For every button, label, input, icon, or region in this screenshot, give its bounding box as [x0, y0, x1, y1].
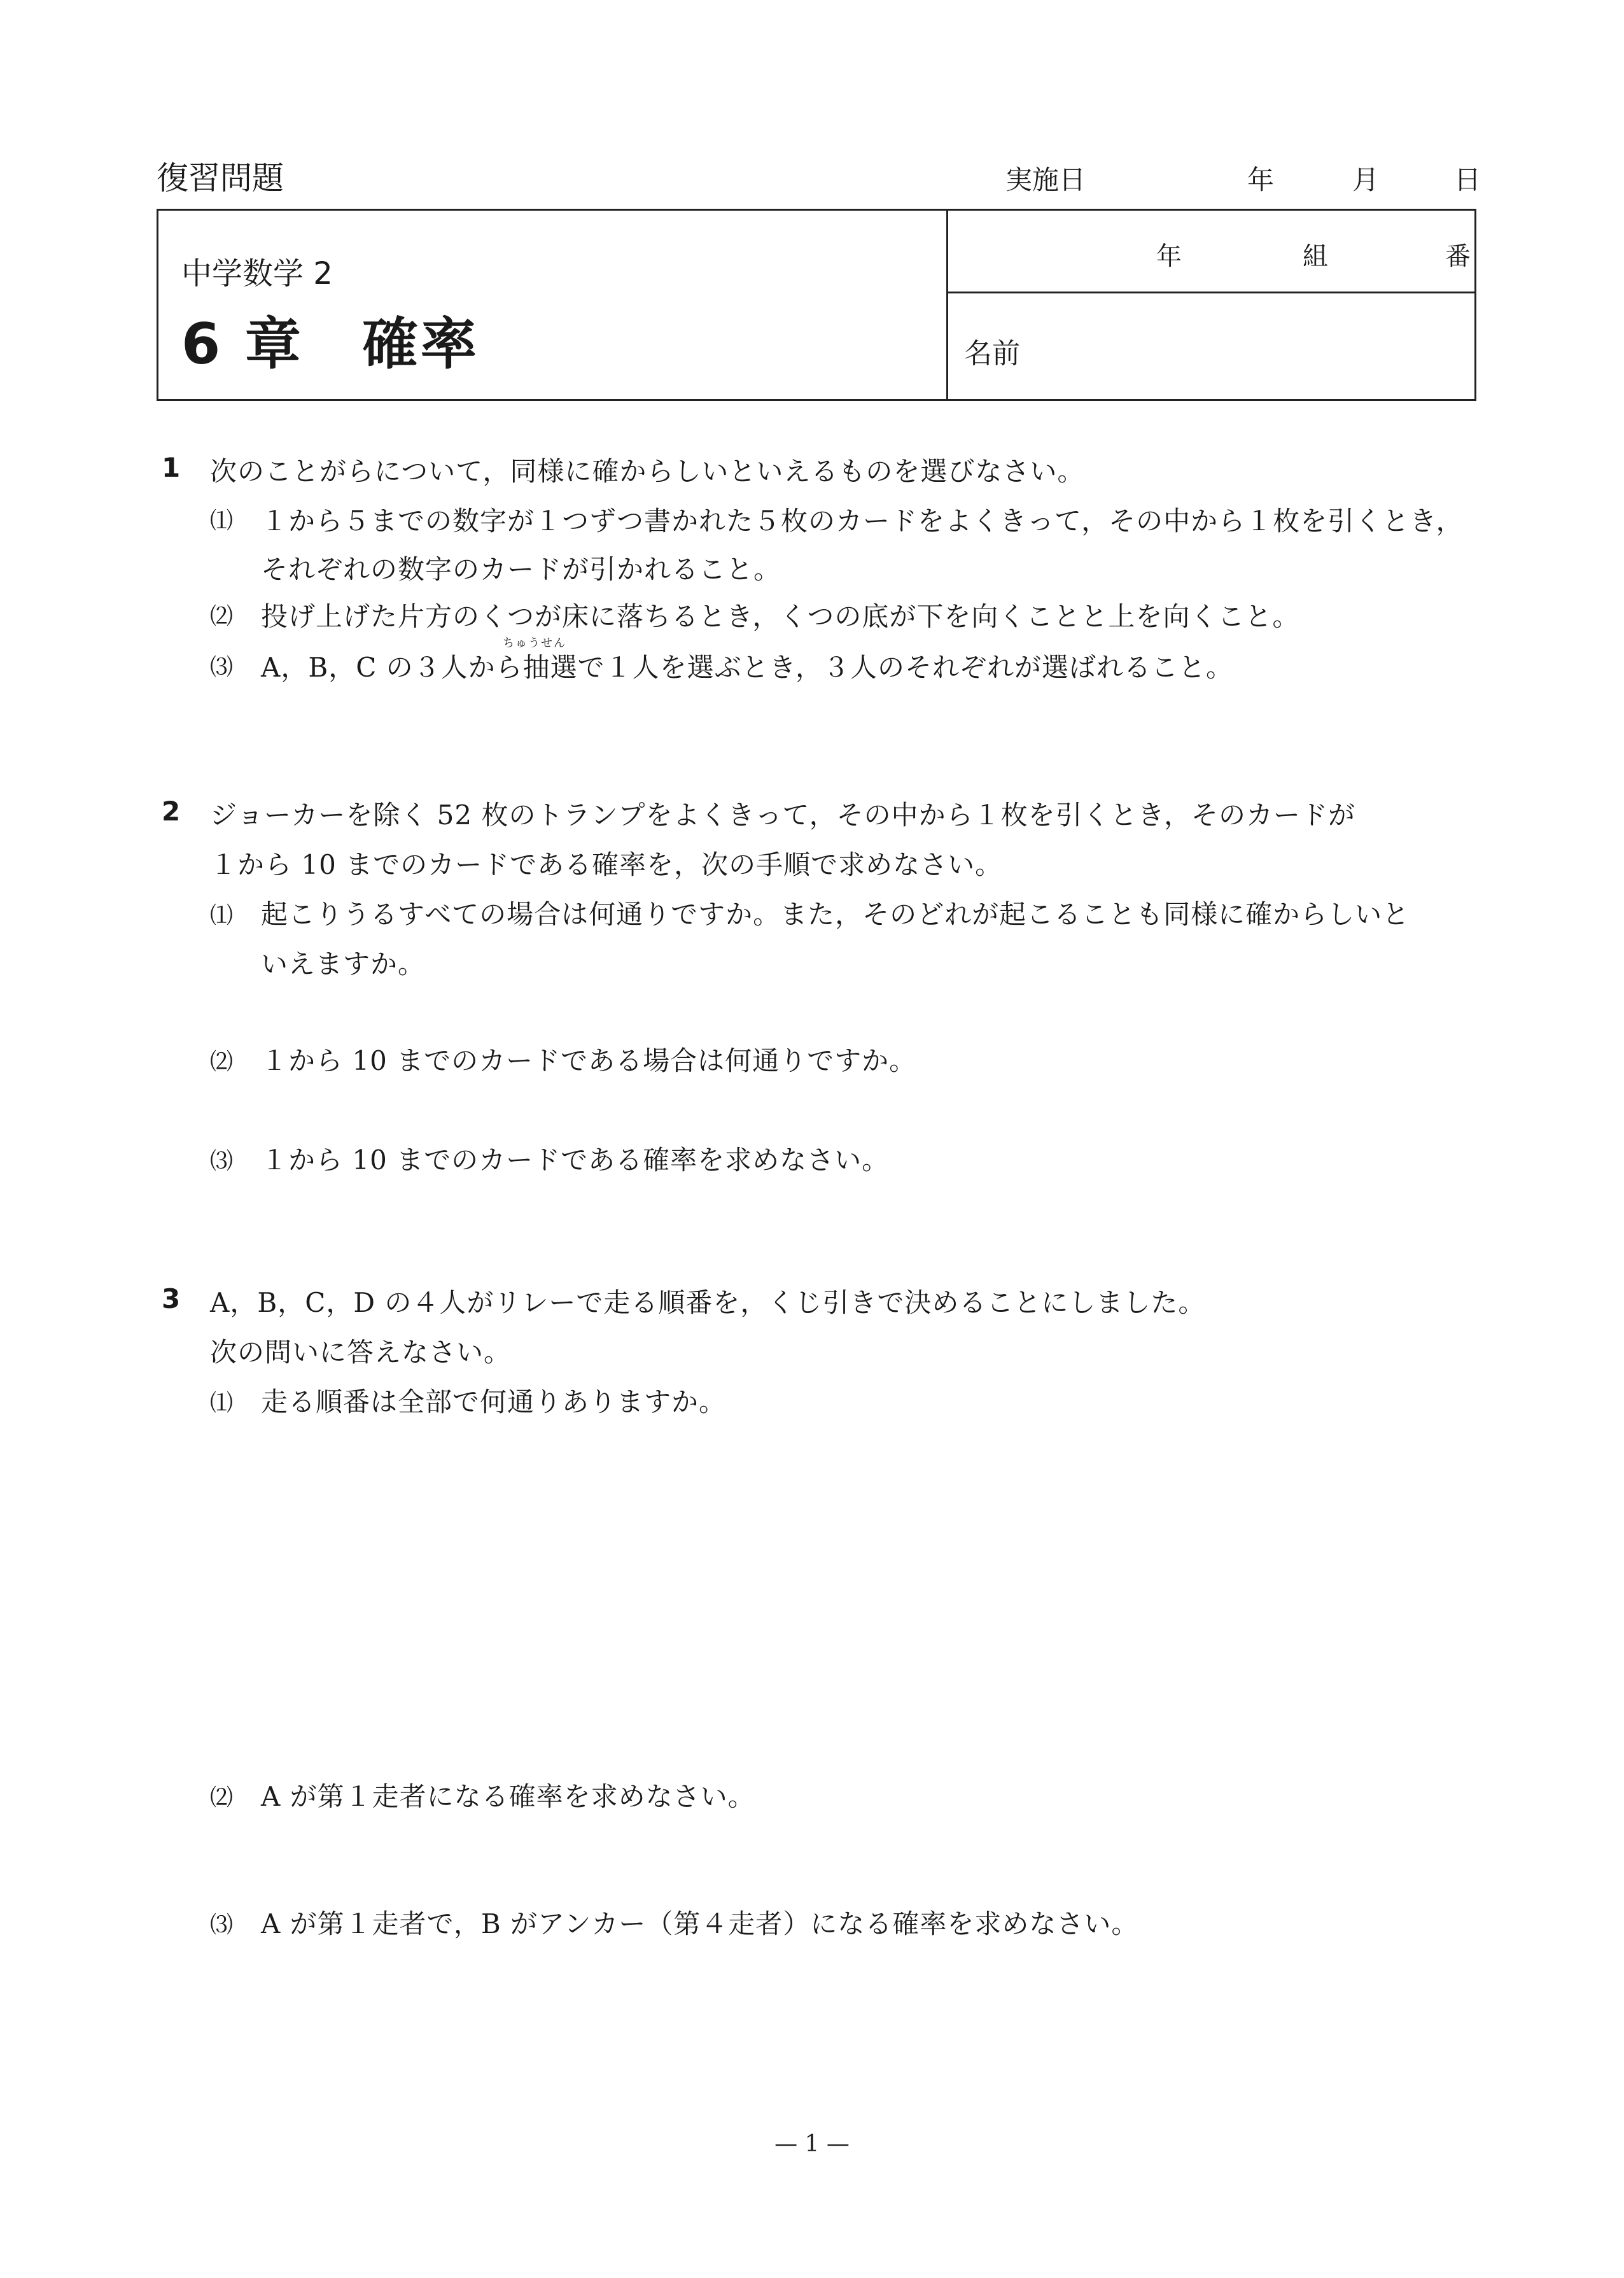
name-label: 名前 [964, 337, 1020, 370]
q1-item-3-ruby: ちゅうせん [503, 636, 566, 650]
class-number-label: 番 [1445, 242, 1471, 271]
q1-item-2-line-1: 投げ上げた片方のくつが床に落ちるとき，くつの底が下を向くことと上を向くこと。 [261, 601, 1300, 632]
q3-item-3-line-1: A が第１走者で，B がアンカー（第４走者）になる確率を求めなさい。 [261, 1908, 1139, 1939]
q2-item-3-label: ⑶ [210, 1148, 234, 1174]
q2-item-1-line-2: いえますか。 [261, 948, 426, 980]
q3-item-2-line-1: A が第１走者になる確率を求めなさい。 [261, 1781, 755, 1812]
q2-item-3-line-1: １から 10 までのカードである確率を求めなさい。 [261, 1144, 890, 1176]
subject-label: 中学数学 2 [181, 256, 333, 292]
date-year-label: 年 [1247, 164, 1275, 195]
question-2-number: 2 [162, 796, 181, 827]
question-3-line-1: A，B，C，D の４人がリレーで走る順番を，くじ引きで決めることにしました。 [210, 1287, 1206, 1318]
q2-item-1-line-1: 起こりうるすべての場合は何通りですか。また，そのどれが起こることも同様に確からしいと [261, 899, 1410, 930]
date-label: 実施日 [1005, 164, 1086, 195]
box-divider-vertical [946, 211, 948, 399]
q1-item-1-label: ⑴ [210, 508, 234, 534]
question-3-number: 3 [162, 1283, 181, 1314]
q3-item-1-line-1: 走る順番は全部で何通りありますか。 [261, 1386, 727, 1417]
q3-item-1-label: ⑴ [210, 1390, 234, 1416]
q1-item-3-label: ⑶ [210, 654, 234, 680]
q3-item-2-label: ⑵ [210, 1785, 234, 1811]
class-year-label: 年 [1156, 242, 1182, 271]
q1-item-1-line-1: １から５までの数字が１つずつ書かれた５枚のカードをよくきって，その中から１枚を引くとき， [261, 505, 1464, 537]
q1-item-2-label: ⑵ [210, 603, 234, 629]
class-group-label: 組 [1303, 242, 1328, 271]
q1-item-3-line-1: A，B，C の３人から抽選で１人を選ぶとき，３人のそれぞれが選ばれること。 [261, 652, 1234, 683]
q2-item-1-label: ⑴ [210, 903, 234, 929]
question-2-line-1: ジョーカーを除く 52 枚のトランプをよくきって，その中から１枚を引くとき，そのカードが [210, 799, 1355, 831]
worksheet-type-title: 復習問題 [157, 160, 284, 197]
title-box [157, 209, 1476, 401]
q2-item-2-line-1: １から 10 までのカードである場合は何通りですか。 [261, 1045, 917, 1076]
date-day-label: 日 [1454, 164, 1481, 195]
question-1-text: 次のことがらについて，同様に確からしいといえるものを選びなさい。 [210, 456, 1085, 487]
page-number: — 1 — [774, 2131, 850, 2157]
question-3-line-2: 次の問いに答えなさい。 [210, 1337, 512, 1368]
q2-item-2-label: ⑵ [210, 1049, 234, 1075]
question-1-number: 1 [162, 452, 181, 483]
question-2-line-2: １から 10 までのカードである確率を，次の手順で求めなさい。 [210, 849, 1003, 880]
box-divider-horizontal [946, 292, 1474, 293]
chapter-title: 6 章 確率 [181, 311, 479, 377]
q1-item-1-line-2: それぞれの数字のカードが引かれること。 [261, 554, 781, 585]
date-month-label: 月 [1352, 164, 1380, 195]
q3-item-3-label: ⑶ [210, 1912, 234, 1938]
